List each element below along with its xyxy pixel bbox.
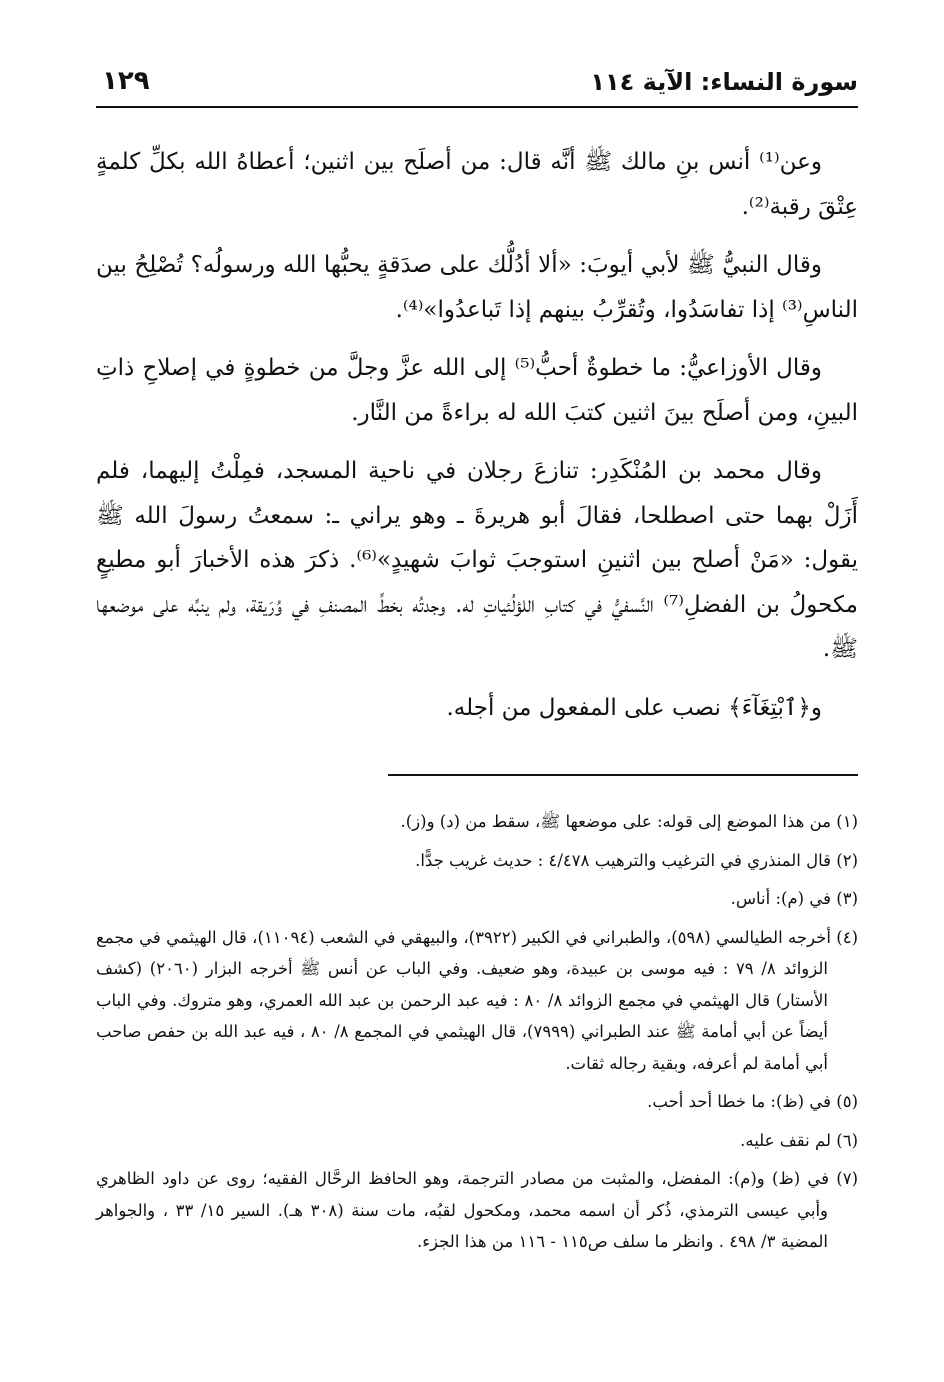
footnote: (٤) أخرجه الطيالسي (٥٩٨)، والطبراني في الكبير (٣٩٢٢)، والبيهقي في الشعب (١١٠٩٤)، قال الهيثمي في مجمع الزوائد ٨/ ٧٩ : فيه موسى بن عبيدة، وهو ضعيف. وفي الباب عن أنس ﷺ أخرجه البزار (٢٠٦٠) (كشف الأستار) قال الهيثمي في مجمع الزوائد ٨/ ٨٠ : فيه عبد الرحمن بن عبد الله العمري، وهو متروك. وفي الباب أيضاً عن أبي أمامة ﷺ عند الطبراني (٧٩٩٩)، قال الهيثمي في المجمع ٨/ ٨٠ ، فيه عبد الله بن حفص صاحب أبي أمامة لم أعرفه، وبقية رجاله ثقات. [96, 927, 859, 1073]
footnotes [96, 806, 858, 1265]
footnote: (٢) قال المنذري في الترغيب والترهيب ٤/٤٧٨ : حديث غريب جدًّا. [415, 850, 858, 870]
page-header [96, 66, 858, 108]
paragraph: وعن⁽¹⁾ أنس بنِ مالك ﷺ أنَّه قال: من أصلَح بين اثنين؛ أعطاهُ الله بكلِّ كلمةٍ عِتْقَ رقبة⁽²⁾. [96, 149, 858, 220]
paragraph: و﴿ٱبْتِغَآءَ﴾ نصب على المفعول من أجله. [446, 694, 822, 721]
footnote: (٥) في (ظ): ما خطا أحد أحب. [647, 1092, 858, 1111]
paragraph: وقال النبيُّ ﷺ لأبي أيوبَ: «ألا أدُلُّك على صدَقةٍ يحبُّها الله ورسولُه؟ تُصْلِحُ بين الناسِ⁽³⁾ إذا تفاسَدُوا، وتُقرِّبُ بينهم إذا تَباعدُوا»⁽⁴⁾. [96, 252, 858, 323]
paragraph: وقال الأوزاعيُّ: ما خطوةٌ أحبُّ⁽⁵⁾ إلى الله عزَّ وجلَّ من خطوةٍ في إصلاحِ ذاتِ البينِ، ومن أصلَح بينَ اثنين كتبَ الله له براءةً من النَّار. [96, 355, 858, 426]
footnote: (٧) في (ظ) و(م): المفضل، والمثبت من مصادر الترجمة، وهو الحافظ الرحَّال الفقيه؛ روى عن داود الظاهري وأبي عيسى الترمذي، ذُكر أن اسمه محمد، ومكحول لقبُه، مات سنة (٣٠٨ هـ). السير ١٥/ ٣٣ ، والجواهر المضية ٣/ ٤٩٨ . وانظر ما سلف ص١١٥ - ١١٦ من هذا الجزء. [96, 1169, 858, 1251]
footnote-separator [388, 774, 858, 776]
page-number: ١٢٩ [102, 66, 150, 96]
paragraph: وقال محمد بن المُنْكَدِر: تنازعَ رجلان في ناحية المسجد، فمِلْتُ إليهما، فلم أَزَلْ بهما حتى اصطلحا، فقالَ أبو هريرةَ ـ وهو يراني ـ: سمعتُ رسولَ الله ﷺ يقول: «مَنْ أصلح بين اثنينِ استوجبَ ثوابَ شهيدٍ»⁽⁶⁾. ذكرَ هذه الأخبارَ أبو مطيعٍ مكحولُ بن الفضلِ⁽⁷⁾ النَّسفيُّ في كتابِ اللؤلُئياتِ له. وجدتُه بخطِّ المصنفِ في وُرَيقة، ولم ينبِّه على موضعها ﷺ. [96, 458, 858, 662]
main-text [96, 140, 858, 730]
sura-title: سورة النساء: الآية ١١٤ [590, 68, 858, 96]
footnote: (٣) في (م): أناس. [730, 889, 858, 908]
footnote: (٦) لم نقف عليه. [740, 1130, 858, 1150]
footnote: (١) من هذا الموضع إلى قوله: على موضعها ﷺ، سقط من (د) و(ز). [400, 812, 858, 831]
